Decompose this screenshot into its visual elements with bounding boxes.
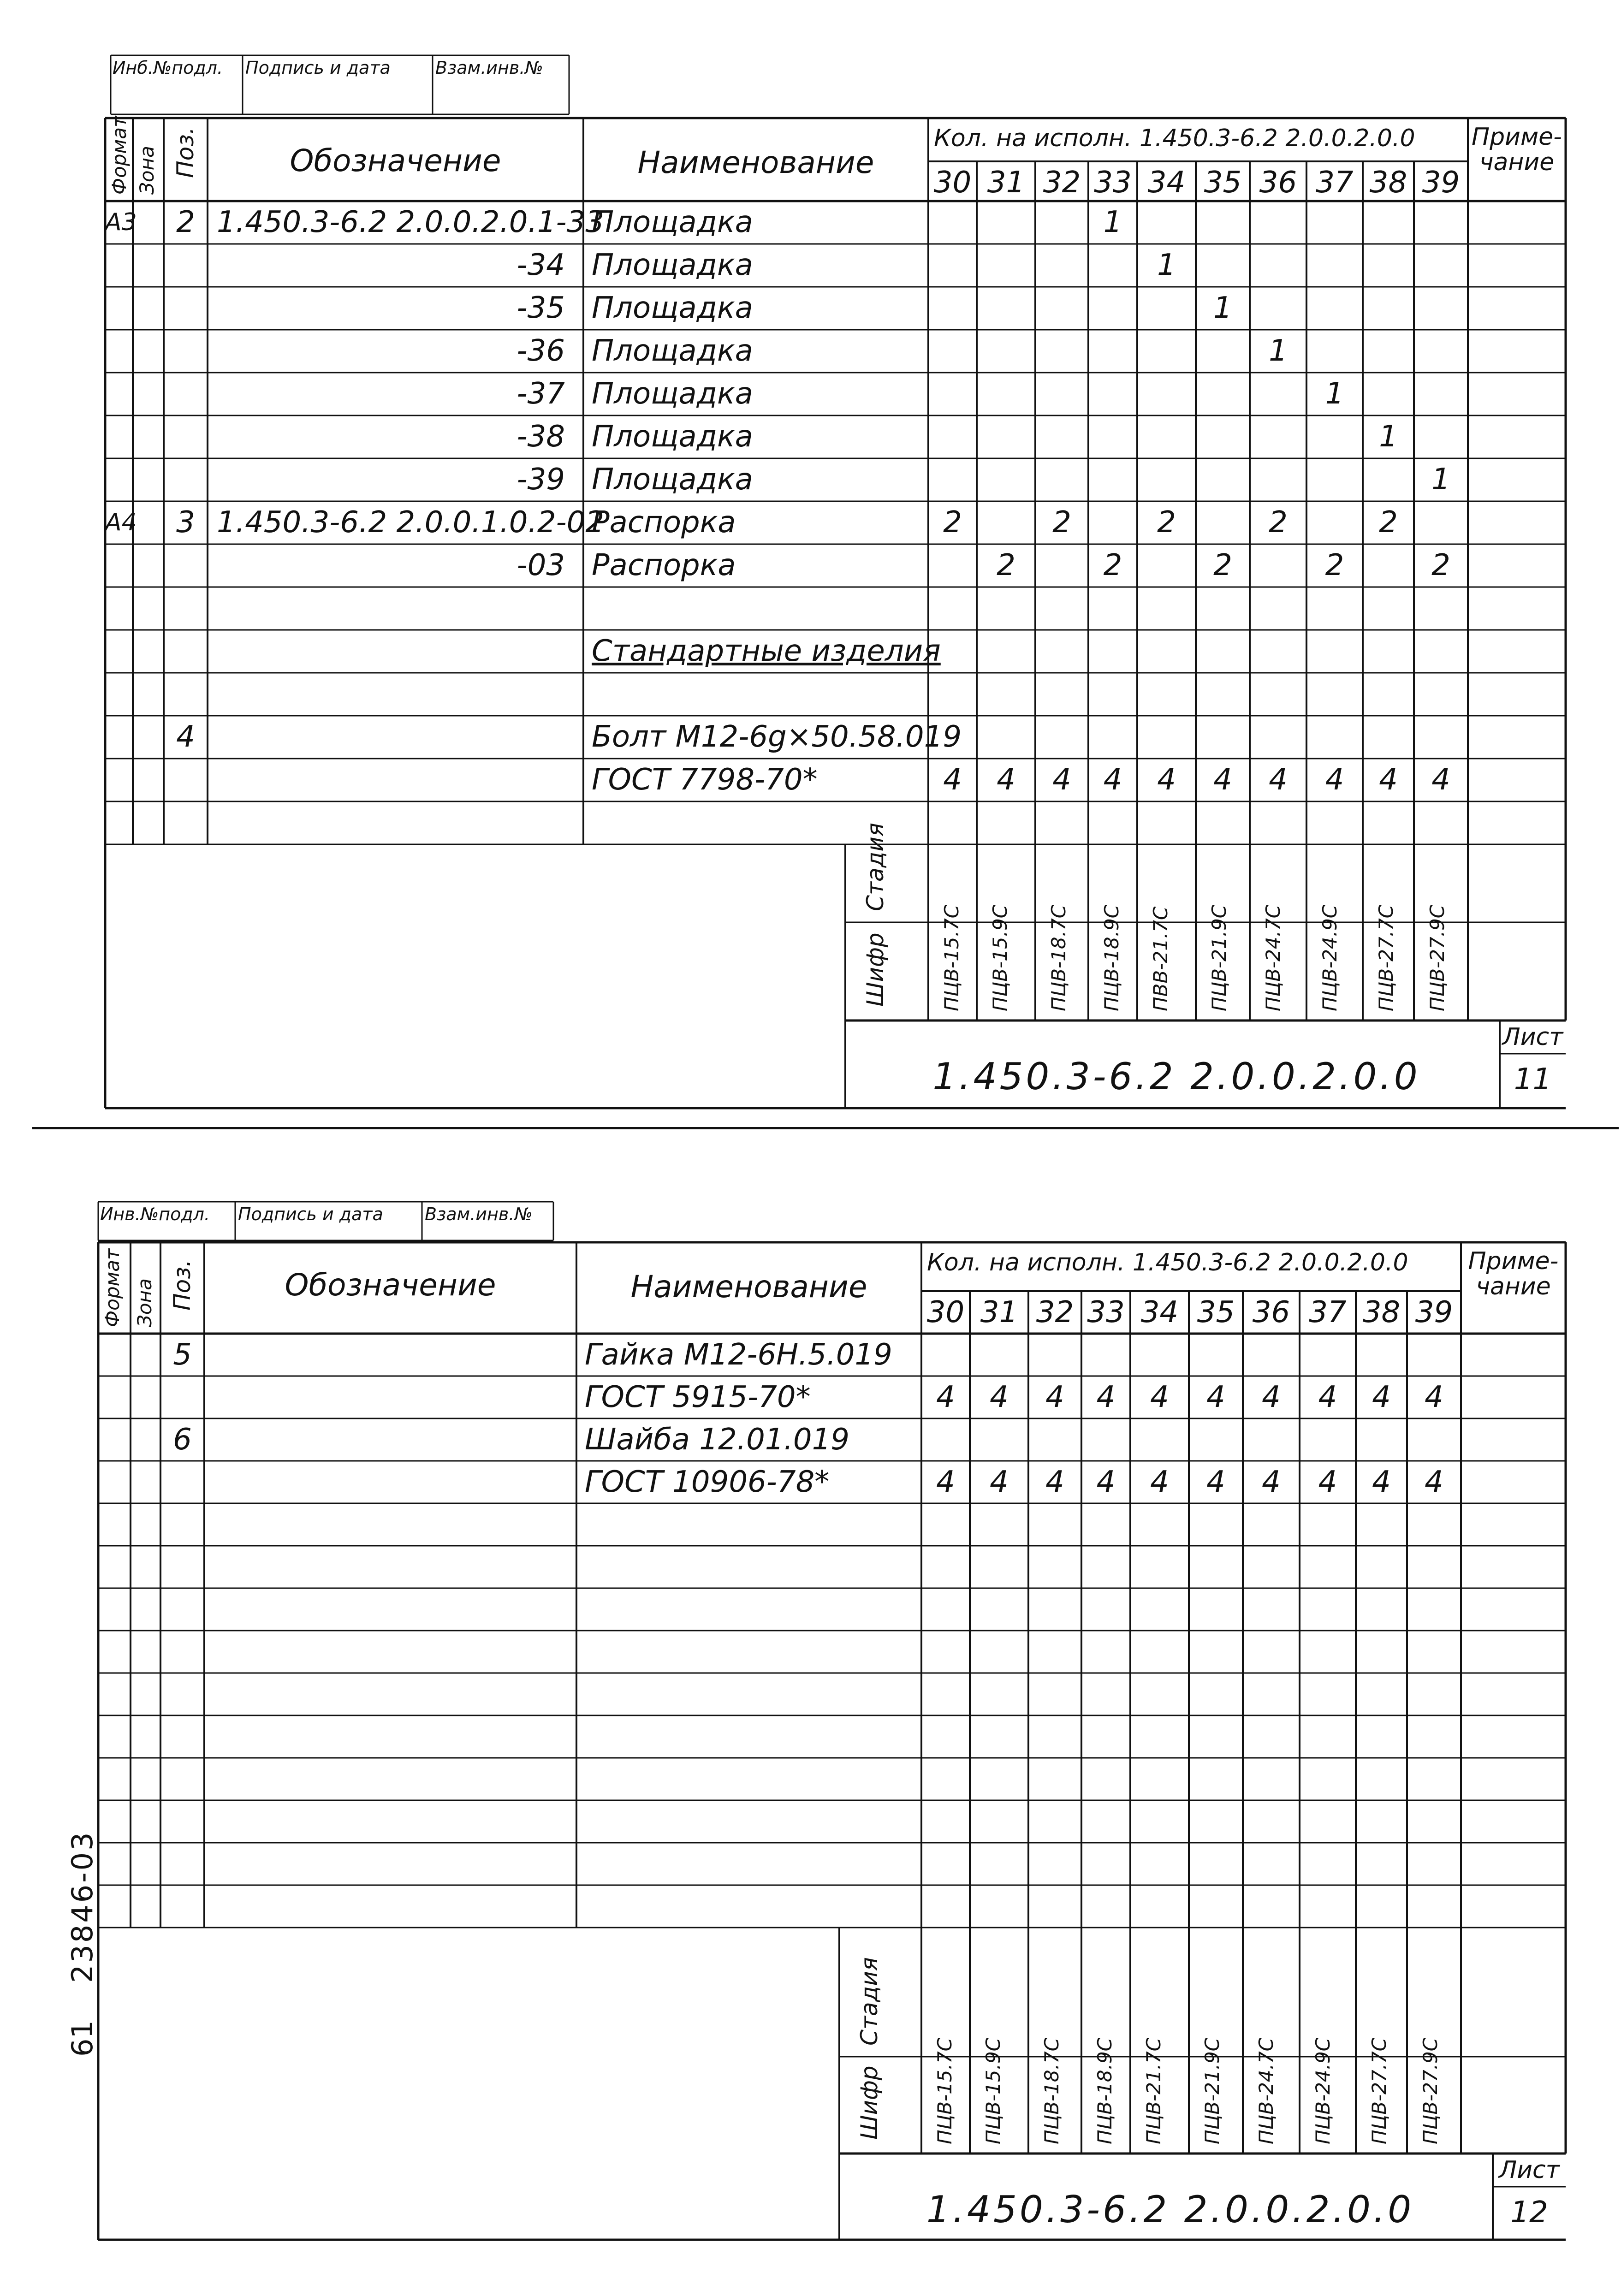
cipher-code: ПЦВ-24.9С bbox=[1318, 905, 1341, 1011]
column-header-31: 31 bbox=[987, 166, 1025, 200]
cipher-code: ПЦВ-15.9С bbox=[989, 905, 1011, 1011]
document-number: 1.450.3-6.2 2.0.0.2.0.0 bbox=[926, 2188, 1414, 2231]
header-designation: Обозначение bbox=[290, 143, 501, 178]
row-qty: 4 bbox=[1213, 763, 1232, 797]
specification-sheet-12 bbox=[0, 1144, 1621, 2296]
stamp-signature-date: Подпись и дата bbox=[238, 1204, 383, 1224]
cipher-code: ПЦВ-24.7С bbox=[1255, 2038, 1277, 2144]
row-qty: 2 bbox=[1269, 505, 1288, 540]
row-qty: 4 bbox=[1045, 1465, 1064, 1499]
row-qty: 4 bbox=[1157, 763, 1176, 797]
row-name: Площадка bbox=[592, 205, 753, 239]
row-qty: 1 bbox=[1431, 463, 1450, 497]
column-header-37: 37 bbox=[1316, 166, 1354, 200]
row-name: Площадка bbox=[592, 248, 753, 282]
row-qty: 2 bbox=[1052, 505, 1071, 540]
row-qty: 4 bbox=[1150, 1380, 1169, 1414]
stamp-replaced-inv: Взам.инв.№ bbox=[435, 58, 543, 78]
row-qty: 4 bbox=[1431, 763, 1450, 797]
row-name: Площадка bbox=[592, 420, 753, 454]
row-qty: 4 bbox=[936, 1380, 955, 1414]
row-qty: 4 bbox=[1318, 1465, 1337, 1499]
row-designation: 1.450.3-6.2 2.0.0.2.0.1-33 bbox=[217, 205, 605, 239]
row-designation: -34 bbox=[517, 248, 565, 282]
row-name: ГОСТ 7798-70* bbox=[592, 763, 818, 797]
cipher-code: ПЦВ-21.9С bbox=[1208, 905, 1230, 1011]
row-name: ГОСТ 5915-70* bbox=[585, 1380, 811, 1414]
document-number: 1.450.3-6.2 2.0.0.2.0.0 bbox=[932, 1055, 1420, 1098]
sheet-number: 12 bbox=[1510, 2195, 1548, 2230]
header-format: Формат bbox=[101, 1248, 124, 1327]
header-name: Наименование bbox=[637, 145, 874, 180]
row-designation: -37 bbox=[517, 377, 565, 411]
side-archive-number: 23846-03 bbox=[65, 1830, 99, 1983]
label-cipher: Шифр bbox=[856, 2065, 883, 2140]
header-name: Наименование bbox=[630, 1269, 867, 1305]
column-header-38: 38 bbox=[1369, 166, 1407, 200]
column-header-33: 33 bbox=[1087, 1295, 1125, 1329]
header-designation: Обозначение bbox=[285, 1267, 496, 1303]
row-qty: 2 bbox=[1325, 548, 1344, 582]
row-position: 6 bbox=[173, 1423, 192, 1457]
header-qty-title: Кол. на исполн. 1.450.3-6.2 2.0.0.2.0.0 bbox=[927, 1249, 1408, 1276]
row-qty: 4 bbox=[1150, 1465, 1169, 1499]
header-note: Приме-чание bbox=[1468, 1247, 1559, 1300]
cipher-code: ПЦВ-18.9С bbox=[1093, 2038, 1116, 2144]
column-header-30: 30 bbox=[926, 1295, 965, 1329]
row-qty: 4 bbox=[1262, 1465, 1281, 1499]
label-stage: Стадия bbox=[862, 823, 889, 911]
label-cipher: Шифр bbox=[862, 932, 889, 1007]
cipher-code: ПЦВ-15.7С bbox=[940, 905, 963, 1011]
row-designation: -35 bbox=[517, 291, 565, 325]
row-qty: 2 bbox=[1157, 505, 1176, 540]
row-name: Шайба 12.01.019 bbox=[585, 1423, 849, 1457]
row-position: 4 bbox=[176, 720, 195, 754]
row-designation: -38 bbox=[517, 420, 565, 454]
cipher-code: ПЦВ-21.7С bbox=[1142, 2038, 1165, 2144]
cipher-code: ПЦВ-15.7С bbox=[933, 2038, 956, 2144]
row-name: Площадка bbox=[592, 377, 753, 411]
row-qty: 1 bbox=[1213, 291, 1232, 325]
row-qty: 4 bbox=[1262, 1380, 1281, 1414]
row-qty: 1 bbox=[1379, 420, 1398, 454]
row-qty: 4 bbox=[1372, 1380, 1391, 1414]
column-header-35: 35 bbox=[1197, 1295, 1235, 1329]
cipher-code: ПЦВ-27.7С bbox=[1368, 2038, 1390, 2144]
row-qty: 1 bbox=[1269, 334, 1288, 368]
row-qty: 4 bbox=[1425, 1465, 1443, 1499]
column-header-31: 31 bbox=[980, 1295, 1018, 1329]
column-header-32: 32 bbox=[1036, 1295, 1074, 1329]
row-qty: 4 bbox=[1318, 1380, 1337, 1414]
header-qty-title: Кол. на исполн. 1.450.3-6.2 2.0.0.2.0.0 bbox=[934, 125, 1415, 152]
column-header-34: 34 bbox=[1140, 1295, 1179, 1329]
column-header-34: 34 bbox=[1147, 166, 1186, 200]
row-qty: 4 bbox=[1206, 1380, 1225, 1414]
row-qty: 2 bbox=[943, 505, 962, 540]
column-header-39: 39 bbox=[1422, 166, 1460, 200]
row-position: 3 bbox=[176, 505, 195, 540]
row-name: Распорка bbox=[592, 505, 736, 540]
row-name: Гайка М12-6Н.5.019 bbox=[585, 1338, 892, 1372]
row-qty: 2 bbox=[997, 548, 1015, 582]
column-header-35: 35 bbox=[1204, 166, 1242, 200]
header-position: Поз. bbox=[172, 127, 199, 178]
row-qty: 2 bbox=[1213, 548, 1232, 582]
row-format: А3 bbox=[105, 208, 137, 236]
row-designation: -39 bbox=[517, 463, 565, 497]
cipher-code: ПЦВ-24.7С bbox=[1262, 905, 1284, 1011]
row-name: Болт М12-6g×50.58.019 bbox=[592, 720, 962, 754]
row-qty: 4 bbox=[936, 1465, 955, 1499]
row-qty: 4 bbox=[1206, 1465, 1225, 1499]
row-name: Площадка bbox=[592, 334, 753, 368]
column-header-39: 39 bbox=[1415, 1295, 1453, 1329]
side-page-number: 61 bbox=[65, 2020, 99, 2057]
row-name: Площадка bbox=[592, 463, 753, 497]
sheet-number: 11 bbox=[1514, 1062, 1552, 1097]
cipher-code: ПЦВ-18.7С bbox=[1047, 905, 1070, 1011]
column-header-33: 33 bbox=[1094, 166, 1132, 200]
row-name: ГОСТ 10906-78* bbox=[585, 1465, 830, 1499]
row-name: Стандартные изделия bbox=[592, 634, 941, 668]
row-qty: 4 bbox=[1052, 763, 1071, 797]
row-qty: 4 bbox=[1379, 763, 1398, 797]
row-qty: 4 bbox=[997, 763, 1015, 797]
cipher-code: ПЦВ-18.9С bbox=[1100, 905, 1123, 1011]
column-header-32: 32 bbox=[1043, 166, 1081, 200]
row-position: 2 bbox=[176, 205, 195, 239]
cipher-code: ПЦВ-27.9С bbox=[1426, 905, 1449, 1011]
row-qty: 4 bbox=[1096, 1380, 1116, 1414]
column-header-37: 37 bbox=[1309, 1295, 1347, 1329]
row-qty: 2 bbox=[1103, 548, 1122, 582]
row-qty: 4 bbox=[1372, 1465, 1391, 1499]
header-position: Поз. bbox=[169, 1259, 196, 1311]
row-name: Площадка bbox=[592, 291, 753, 325]
cipher-code: ПЦВ-21.9С bbox=[1201, 2038, 1223, 2144]
row-qty: 4 bbox=[1103, 763, 1122, 797]
row-qty: 4 bbox=[1096, 1465, 1116, 1499]
column-header-30: 30 bbox=[933, 166, 972, 200]
column-header-36: 36 bbox=[1252, 1295, 1290, 1329]
row-qty: 4 bbox=[1269, 763, 1288, 797]
sheet-separator bbox=[32, 1127, 1619, 1129]
cipher-code: ПЦВ-18.7С bbox=[1040, 2038, 1063, 2144]
row-qty: 4 bbox=[1045, 1380, 1064, 1414]
row-qty: 1 bbox=[1157, 248, 1176, 282]
header-zone: Зона bbox=[136, 146, 158, 195]
row-qty: 4 bbox=[943, 763, 962, 797]
header-format: Формат bbox=[108, 116, 131, 195]
row-format: А4 bbox=[105, 509, 137, 536]
row-designation: 1.450.3-6.2 2.0.0.1.0.2-02 bbox=[217, 505, 605, 540]
row-qty: 4 bbox=[990, 1380, 1009, 1414]
header-zone: Зона bbox=[133, 1278, 156, 1327]
label-stage: Стадия bbox=[856, 1957, 883, 2046]
stamp-replaced-inv: Взам.инв.№ bbox=[425, 1204, 533, 1224]
cipher-code: ПЦВ-27.7С bbox=[1375, 905, 1397, 1011]
column-header-36: 36 bbox=[1259, 166, 1297, 200]
row-position: 5 bbox=[173, 1338, 192, 1372]
cipher-code: ПВВ-21.7С bbox=[1149, 906, 1172, 1011]
row-qty: 4 bbox=[1325, 763, 1344, 797]
row-qty: 2 bbox=[1379, 505, 1398, 540]
row-qty: 1 bbox=[1325, 377, 1344, 411]
label-list: Лист bbox=[1499, 2156, 1560, 2184]
stamp-signature-date: Подпись и дата bbox=[245, 58, 391, 78]
header-note: Приме-чание bbox=[1472, 123, 1562, 176]
column-header-38: 38 bbox=[1362, 1295, 1401, 1329]
row-designation: -03 bbox=[517, 548, 565, 582]
cipher-code: ПЦВ-24.9С bbox=[1312, 2038, 1334, 2144]
cipher-code: ПЦВ-27.9С bbox=[1419, 2038, 1442, 2144]
row-qty: 4 bbox=[990, 1465, 1009, 1499]
stamp-inv-number: Инб.№подл. bbox=[113, 58, 223, 78]
specification-sheet-11 bbox=[0, 0, 1621, 1144]
stamp-inv-number: Инв.№подл. bbox=[100, 1204, 210, 1224]
row-designation: -36 bbox=[517, 334, 565, 368]
cipher-code: ПЦВ-15.9С bbox=[982, 2038, 1004, 2144]
row-name: Распорка bbox=[592, 548, 736, 582]
row-qty: 1 bbox=[1103, 205, 1122, 239]
row-qty: 4 bbox=[1425, 1380, 1443, 1414]
label-list: Лист bbox=[1502, 1023, 1563, 1051]
row-qty: 2 bbox=[1431, 548, 1450, 582]
